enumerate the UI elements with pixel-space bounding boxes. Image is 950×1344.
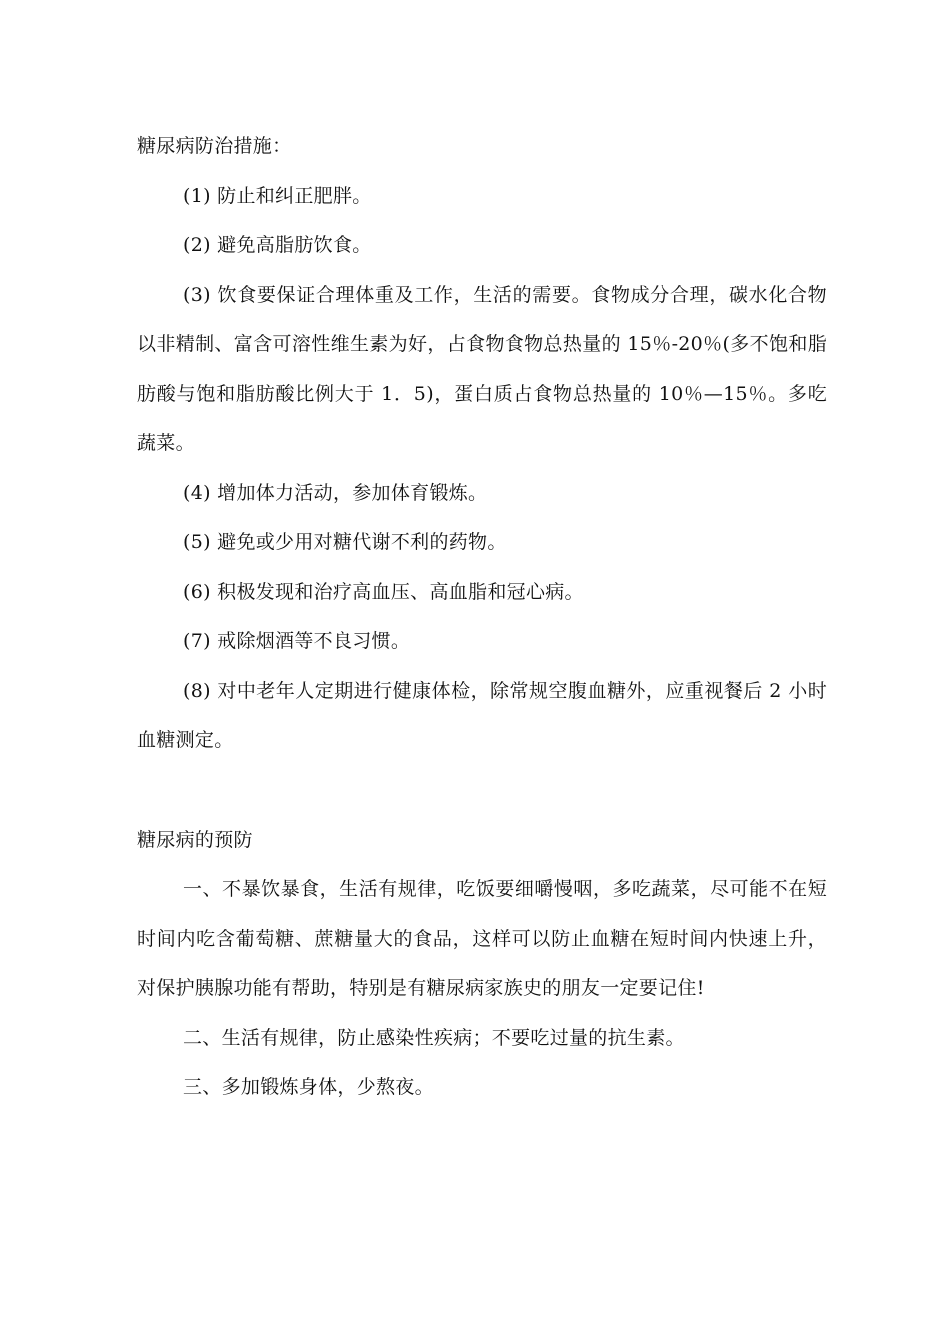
prevention-item-1: 一、不暴饮暴食，生活有规律，吃饭要细嚼慢咽，多吃蔬菜，尽可能不在短时间内吃含葡萄糖、蔗糖量大的食品，这样可以防止血糖在短时间内快速上升，对保护胰腺功能有帮助，特别是有糖尿病家族史的朋友一定要记住! <box>137 878 827 999</box>
section-heading-prevention-measures: 糖尿病防治措施： <box>137 135 292 157</box>
document-body <box>137 122 827 1113</box>
measure-item-5: (5) 避免或少用对糖代谢不利的药物。 <box>183 531 507 553</box>
measure-item-6: (6) 积极发现和治疗高血压、高血脂和冠心病。 <box>183 580 584 603</box>
measure-item-2: (2) 避免高脂肪饮食。 <box>183 234 372 256</box>
measure-item-3: (3) 饮食要保证合理体重及工作，生活的需要。食物成分合理，碳水化合物以非精制、富含可溶性维生素为好，占食物食物总热量的 15％-20％(多不饱和脂肪酸与饱和脂肪酸比例大于 1．5)，蛋白质占食物总热量的 10％—15％。多吃蔬菜。 <box>137 283 827 454</box>
prevention-item-3: 三、多加锻炼身体，少熬夜。 <box>183 1076 434 1098</box>
section-heading-prevention: 糖尿病的预防 <box>137 828 253 851</box>
prevention-item-2: 二、生活有规律，防止感染性疾病；不要吃过量的抗生素。 <box>183 1026 685 1049</box>
measure-item-8: (8) 对中老年人定期进行健康体检，除常规空腹血糖外，应重视餐后 2 小时血糖测定。 <box>137 679 827 751</box>
measure-item-1: (1) 防止和纠正肥胖。 <box>183 184 372 207</box>
measure-item-4: (4) 增加体力活动，参加体育锻炼。 <box>183 481 488 504</box>
section-spacer <box>137 766 827 816</box>
measure-item-7: (7) 戒除烟酒等不良习惯。 <box>183 630 411 652</box>
